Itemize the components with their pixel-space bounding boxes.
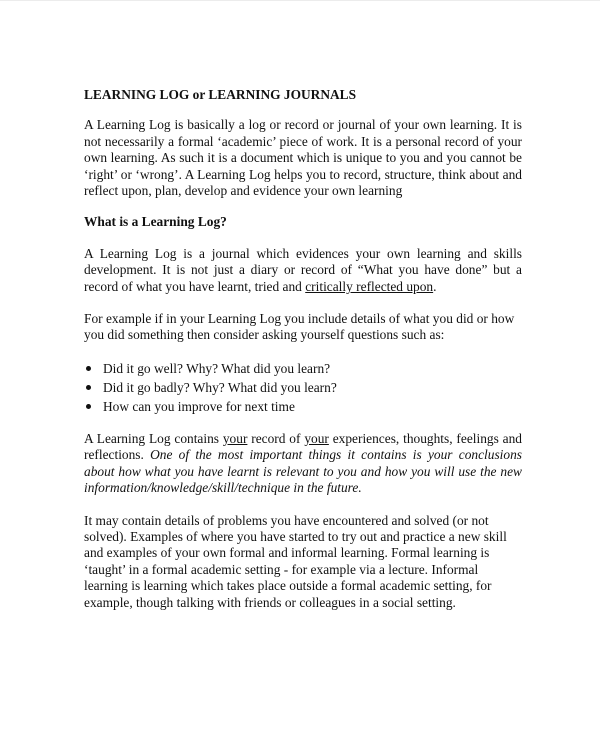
definition-text-b: .	[433, 278, 437, 294]
definition-text-a: A Learning Log is a journal which evidences your own learning and skills development. It is not just a diary or record of “What you have done” but a record of what you have learnt, tried and	[84, 245, 522, 294]
list-item	[84, 360, 522, 377]
example-paragraph: For example if in your Learning Log you include details of what you did or how you did something then consider asking yourself questions such as:	[84, 311, 515, 343]
questions-list	[84, 360, 522, 415]
intro-paragraph: A Learning Log is basically a log or record or journal of your own learning. It is not necessarily a formal ‘academic’ piece of work. It is a personal record of your own learning. As such it is a document which is unique to you and you cannot be ‘right’ or ‘wrong’. A Learning Log helps you to record, structure, think about and reflect upon, plan, develop and evidence your own learning	[84, 117, 522, 199]
contents-paragraph	[84, 431, 522, 497]
definition-paragraph	[84, 246, 522, 295]
contents-text-a: A Learning Log contains	[84, 430, 223, 446]
document-title: LEARNING LOG or LEARNING JOURNALS	[84, 87, 357, 102]
document-body	[84, 87, 522, 627]
list-item-text: Did it go badly? Why? What did you learn?	[103, 379, 337, 395]
contents-text-b: record of	[247, 430, 305, 446]
bullet-icon	[86, 385, 91, 390]
critically-reflected-underline: critically reflected upon	[305, 278, 434, 294]
contents-text-c: experiences, thoughts, feelings and reflections.	[84, 430, 522, 463]
bullet-icon	[86, 404, 91, 409]
list-item-text: How can you improve for next time	[103, 398, 295, 414]
list-item	[84, 398, 522, 415]
section-heading: What is a Learning Log?	[84, 214, 227, 230]
list-item	[84, 379, 522, 396]
your-underline-2: your	[304, 430, 329, 446]
your-underline-1: your	[222, 430, 248, 446]
list-item-text: Did it go well? Why? What did you learn?	[103, 360, 331, 376]
problems-paragraph: It may contain details of problems you have encountered and solved (or not solved). Examples of where you have started to try out and practice a new skill and examples of your own formal and informal learning. Formal learning is ‘taught’ in a formal academic setting - for example via a lecture. Informal learning is learning which takes place outside a formal academic setting, for example, though talking with friends or colleagues in a social setting.	[84, 512, 507, 610]
bullet-icon	[86, 366, 91, 371]
conclusions-italic: One of the most important things it contains is your conclusions about how what you have learnt is relevant to you and how you will use the new information/knowledge/skill/technique in the future.	[84, 447, 522, 496]
